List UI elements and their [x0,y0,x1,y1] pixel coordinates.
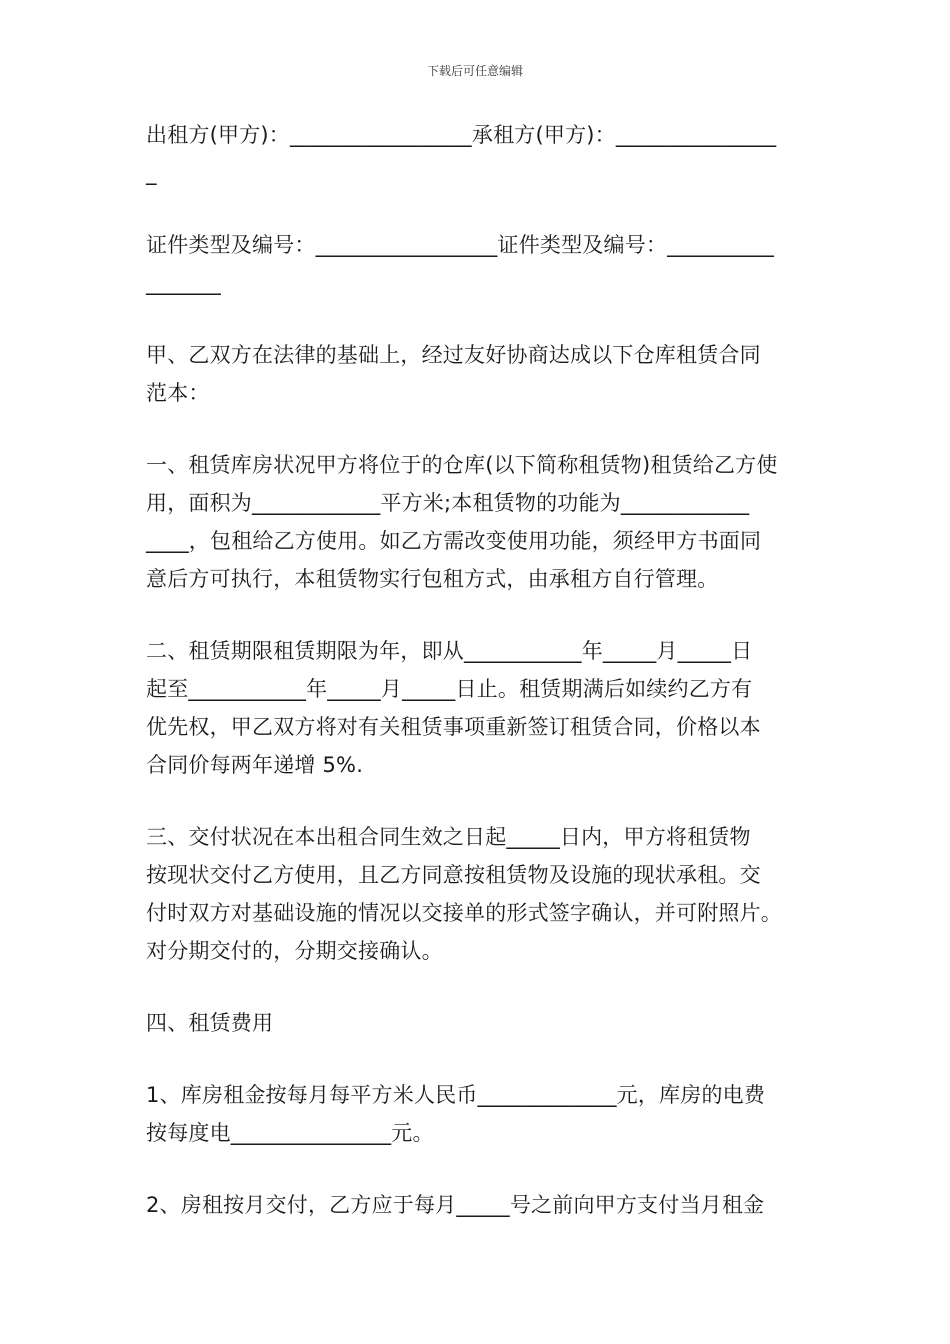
clause-1-line: 按每度电_______________元。 [146,1121,434,1145]
blank-line [146,412,808,446]
section-1-line: 用，面积为____________平方米;本租赁物的功能为____________ [146,491,750,515]
id-line-cont: _______ [146,271,221,295]
blank-line [146,784,808,818]
page-header: 下载后可任意编辑 [426,64,523,78]
blank-line [146,970,808,1004]
section-3-line: 对分期交付的，分期交接确认。 [146,939,443,963]
section-3-line: 三、交付状况在本出租合同生效之日起_____日内，甲方将租赁物 [146,825,751,849]
blank-line [146,1042,808,1076]
section-4-heading: 四、租赁费用 [146,1011,274,1035]
section-3-line: 付时双方对基础设施的情况以交接单的形式签字确认，并可附照片。 [146,901,782,925]
section-2-line: 起至___________年_____月_____日止。租赁期满后如续约乙方有 [146,677,753,701]
blank-line [146,192,808,226]
blank-line [146,598,808,632]
section-2-line: 合同价每两年递增 5%. [146,753,364,777]
id-line: 证件类型及编号：_________________证件类型及编号：__________ [146,233,775,257]
section-3-line: 按现状交付乙方使用，且乙方同意按租赁物及设施的现状承租。交 [146,863,761,887]
section-1-line: 意后方可执行，本租赁物实行包租方式，由承租方自行管理。 [146,567,719,591]
section-2-line: 二、租赁期限租赁期限为年，即从___________年_____月_____日 [146,639,753,663]
preamble-line: 范本： [146,381,210,405]
parties-line: 出租方(甲方)：_________________承租方(甲方)：_______________ [146,123,777,147]
blank-line [146,302,808,336]
section-1-line: 一、租赁库房状况甲方将位于的仓库(以下简称租赁物)租赁给乙方使 [146,453,778,477]
blank-line [146,1152,808,1186]
parties-line-cont: _ [146,161,157,185]
section-2-line: 优先权，甲乙双方将对有关租赁事项重新签订租赁合同，价格以本 [146,715,761,739]
section-1-line: ____，包租给乙方使用。如乙方需改变使用功能，须经甲方书面同 [146,529,762,553]
clause-2-line: 2、房租按月交付，乙方应于每月_____号之前向甲方支付当月租金 [146,1193,765,1217]
contract-body [146,116,808,1224]
clause-1-line: 1、库房租金按每月每平方米人民币_____________元，库房的电费 [146,1083,766,1107]
preamble-line: 甲、乙双方在法律的基础上，经过友好协商达成以下仓库租赁合同 [146,343,761,367]
